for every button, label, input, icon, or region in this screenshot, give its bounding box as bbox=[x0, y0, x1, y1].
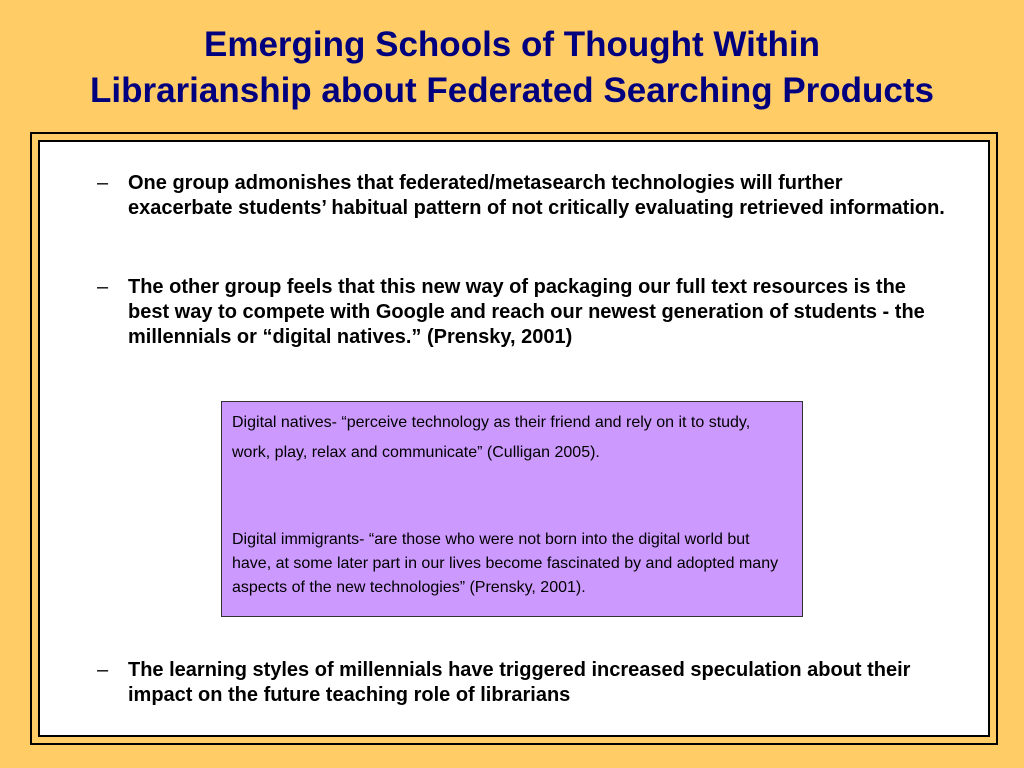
definitions-callout-box bbox=[221, 401, 803, 617]
slide-title-line-1: Emerging Schools of Thought Within bbox=[203, 25, 820, 64]
bullet-dash: – bbox=[97, 172, 109, 194]
slide-title-line-2: Librarianship about Federated Searching Products bbox=[89, 71, 935, 110]
digital-natives-definition: Digital natives- “perceive technology as their friend and rely on it to study, work, play, relax and communicate” (Culligan 2005). bbox=[232, 414, 751, 461]
bullet-dash: – bbox=[97, 276, 109, 298]
digital-immigrants-definition: Digital immigrants- “are those who were not born into the digital world but have, at some later part in our lives become fascinated by and adopted many aspects of the new technologies” (Prensky, 2001). bbox=[232, 531, 779, 596]
slide-title bbox=[0, 22, 1024, 114]
bullet-text: The learning styles of millennials have triggered increased speculation about their impact on the future teaching role of librarians bbox=[128, 659, 911, 706]
bullet-text: One group admonishes that federated/metasearch technologies will further exacerbate students’ habitual pattern of not critically evaluating retrieved information. bbox=[128, 172, 945, 219]
bullet-text: The other group feels that this new way of packaging our full text resources is the best way to compete with Google and reach our newest generation of students - the millennials or “digital natives.” (Prensky, 2001) bbox=[128, 276, 925, 348]
bullet-dash: – bbox=[97, 659, 109, 681]
